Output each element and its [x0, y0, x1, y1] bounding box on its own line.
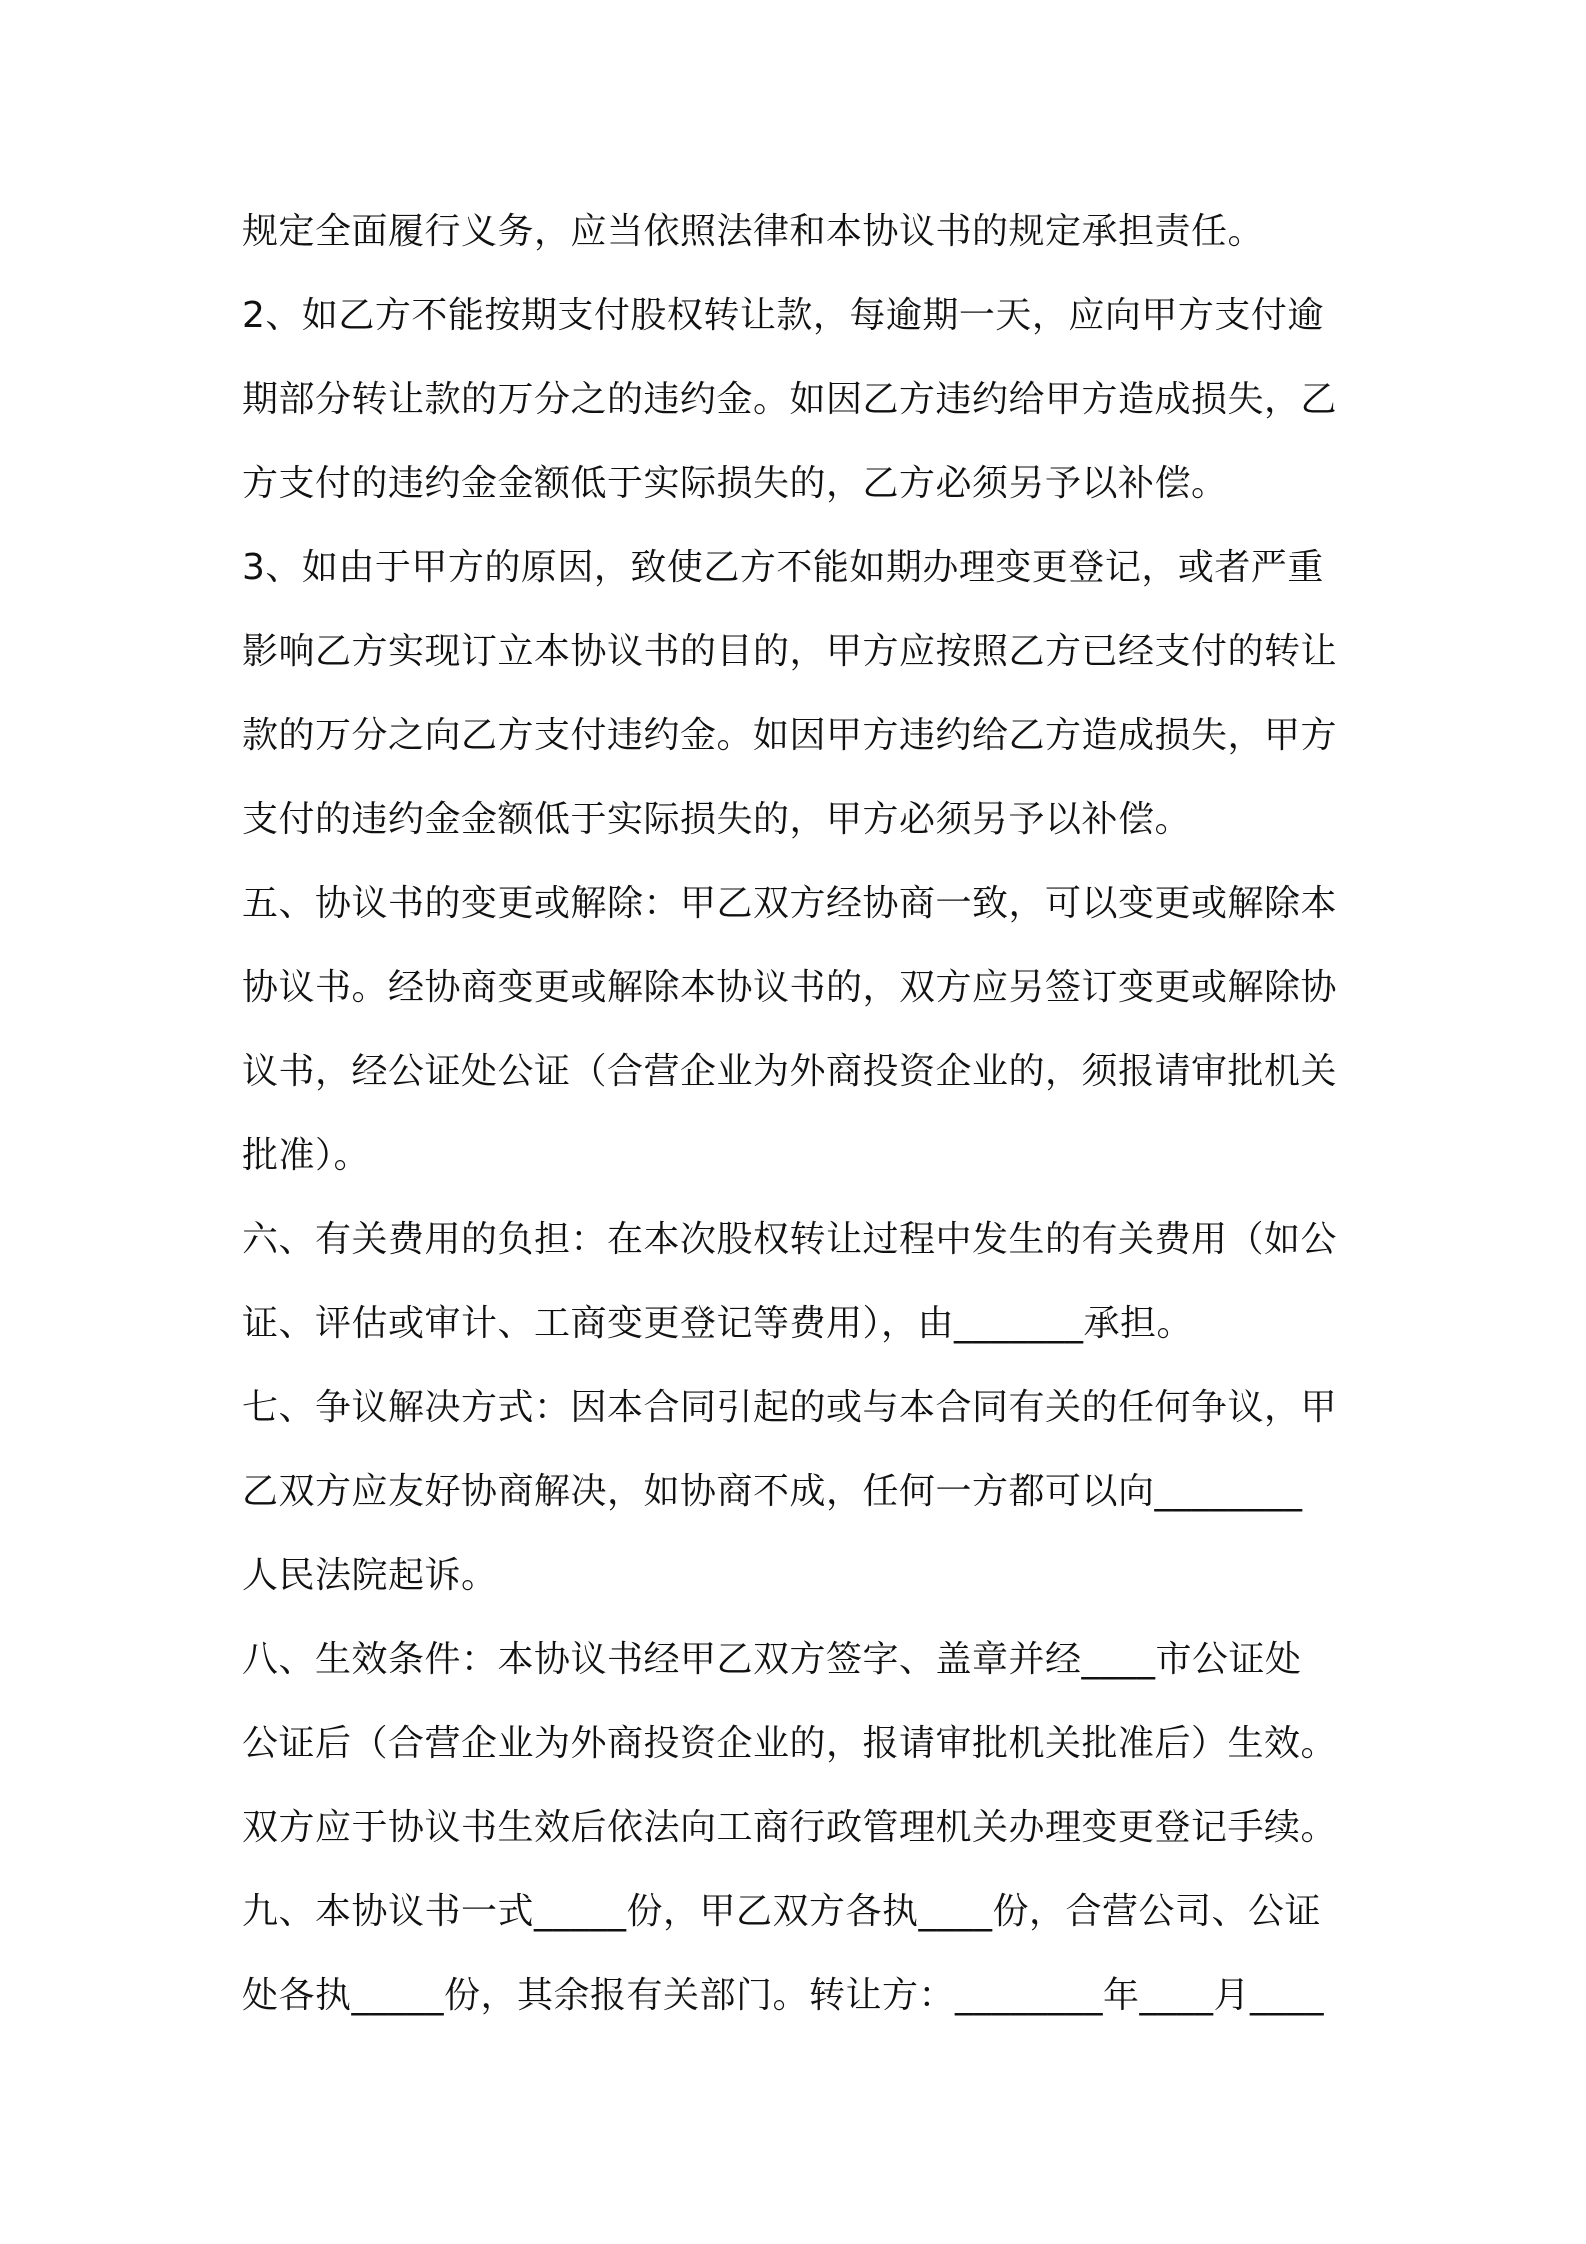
text-line: 六、有关费用的负担：在本次股权转让过程中发生的有关费用（如公: [242, 1219, 1338, 1260]
text-line: 批准）。: [242, 1135, 371, 1176]
text-line: 处各执_____份，其余报有关部门。转让方：________年____月____: [242, 1975, 1325, 2016]
text-line: 乙双方应友好协商解决，如协商不成，任何一方都可以向________: [242, 1471, 1303, 1512]
text-line: 款的万分之向乙方支付违约金。如因甲方违约给乙方造成损失，甲方: [242, 715, 1338, 756]
text-line: 期部分转让款的万分之的违约金。如因乙方违约给甲方造成损失，乙: [242, 379, 1338, 420]
text-line: 影响乙方实现订立本协议书的目的，甲方应按照乙方已经支付的转让: [242, 631, 1338, 672]
text-line: 证、评估或审计、工商变更登记等费用），由_______承担。: [242, 1303, 1194, 1344]
text-line: 八、生效条件：本协议书经甲乙双方签字、盖章并经____市公证处: [242, 1639, 1302, 1680]
text-line: 规定全面履行义务，应当依照法律和本协议书的规定承担责任。: [242, 211, 1265, 252]
text-line: 方支付的违约金金额低于实际损失的，乙方必须另予以补偿。: [242, 463, 1228, 504]
text-line: 双方应于协议书生效后依法向工商行政管理机关办理变更登记手续。: [242, 1807, 1338, 1848]
text-line: 七、争议解决方式：因本合同引起的或与本合同有关的任何争议，甲: [242, 1387, 1338, 1428]
text-line: 协议书。经协商变更或解除本协议书的，双方应另签订变更或解除协: [242, 967, 1338, 1008]
text-line: 2、如乙方不能按期支付股权转让款，每逾期一天，应向甲方支付逾: [242, 295, 1324, 336]
text-line: 支付的违约金金额低于实际损失的，甲方必须另予以补偿。: [242, 799, 1192, 840]
text-line: 人民法院起诉。: [242, 1555, 498, 1596]
document-body: [242, 190, 1360, 2038]
text-line: 议书，经公证处公证（合营企业为外商投资企业的，须报请审批机关: [242, 1051, 1338, 1092]
text-line: 公证后（合营企业为外商投资企业的，报请审批机关批准后）生效。: [242, 1723, 1338, 1764]
text-line: 3、如由于甲方的原因，致使乙方不能如期办理变更登记，或者严重: [242, 547, 1324, 588]
text-line: 五、协议书的变更或解除：甲乙双方经协商一致，可以变更或解除本: [242, 883, 1338, 924]
text-line: 九、本协议书一式_____份，甲乙双方各执____份，合营公司、公证: [242, 1891, 1322, 1932]
